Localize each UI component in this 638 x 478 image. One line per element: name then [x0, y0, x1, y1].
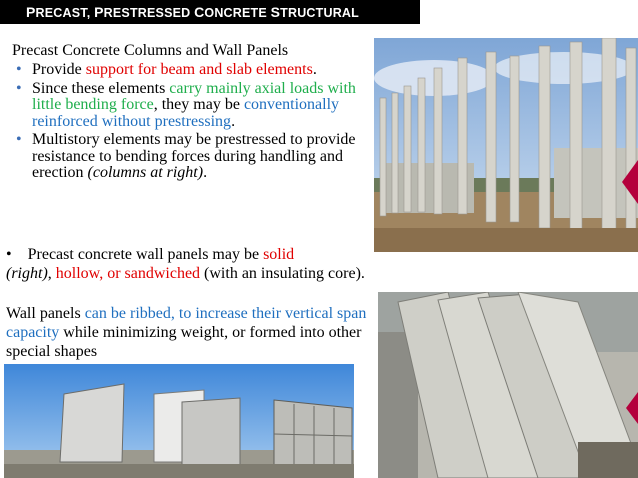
title-part: STRUCTURAL — [270, 4, 359, 20]
accent-triangle-icon — [622, 160, 638, 204]
bullet-dot-icon: • — [16, 131, 22, 148]
accent-triangle-icon — [626, 392, 638, 424]
wall-panel-paragraph: • Precast concrete wall panels may be solid (right), hollow, or sandwiched (with an insulating core). — [6, 246, 365, 282]
title-part: PRESTRESSED — [94, 4, 195, 20]
bullet-item: • Provide support for beam and slab elements. — [16, 61, 317, 78]
bullet-dot-icon: • — [16, 79, 22, 97]
subtitle: Precast Concrete Columns and Wall Panels — [12, 42, 289, 59]
bullet-list — [16, 62, 362, 184]
title-part: ELEMENTS — [26, 29, 97, 45]
bullet-dot-icon: • — [16, 61, 22, 78]
bullet-item: • Multistory elements may be prestressed to provide resistance to bending forces during handling and erection (columns at right). — [16, 131, 356, 181]
title-part: CONCRETE — [194, 4, 271, 20]
site-panels-photo — [4, 364, 354, 478]
ribbed-panel-paragraph: Wall panels can be ribbed, to increase their vertical span capacity while minimizing weight, or formed into other special shapes — [6, 305, 367, 360]
bullet-item: • Since these elements carry mainly axial loads with little bending force, they may be conventionally reinforced without prestressing. — [16, 79, 356, 130]
title-part: PRECAST, — [26, 4, 95, 20]
slide-title — [0, 0, 420, 45]
panels-photo — [378, 292, 638, 478]
columns-photo — [374, 38, 638, 252]
